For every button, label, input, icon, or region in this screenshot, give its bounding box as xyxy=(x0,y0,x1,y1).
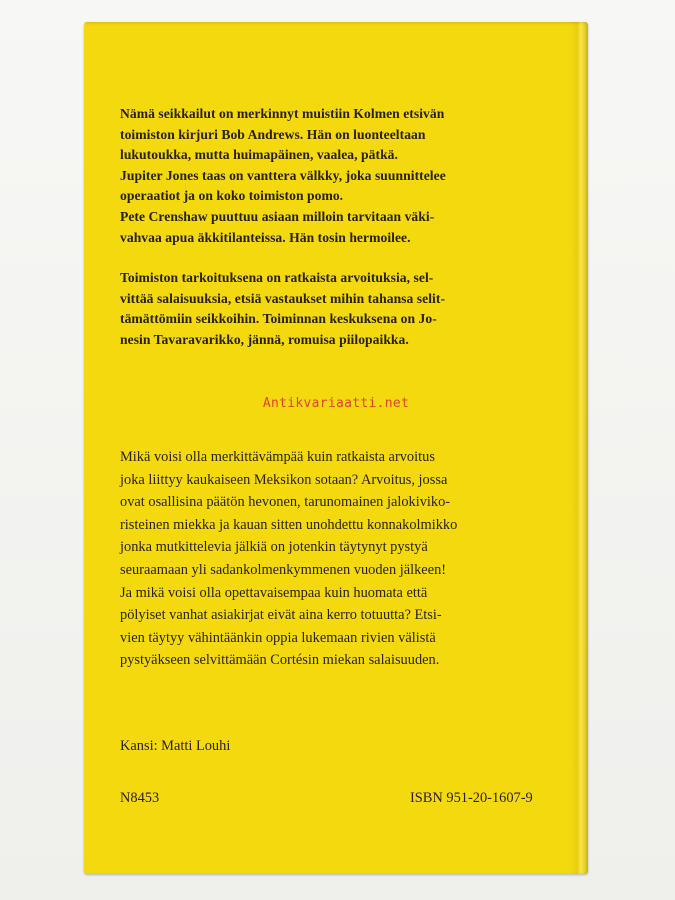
text-line: Toimiston tarkoituksena on ratkaista arvoituksia, sel- xyxy=(120,270,434,286)
text-line: nesin Tavaravarikko, jännä, romuisa piilopaikka. xyxy=(120,331,409,347)
text-line: risteinen miekka ja kauan sitten unohdettu konnakolmikko xyxy=(120,516,458,533)
text-line: pystyäkseen selvittämään Cortésin miekan salaisuuden. xyxy=(120,652,440,669)
product-code: N8453 xyxy=(120,790,160,806)
cover-spine-edge xyxy=(570,22,588,874)
text-line: ovat osallisina päätön hevonen, tarunomainen jalokiviko- xyxy=(120,494,451,511)
text-line: jonka mutkittelevia jälkiä on jotenkin täytynyt pystyä xyxy=(120,539,428,556)
text-line: joka liittyy kaukaiseen Meksikon sotaan? Arvoitus, jossa xyxy=(120,471,448,488)
text-line: seuraamaan yli sadankolmenkymmenen vuoden jälkeen! xyxy=(120,561,447,578)
text-line: Nämä seikkailut on merkinnyt muistiin Kolmen etsivän xyxy=(120,106,445,121)
text-line: vien täytyy vähintäänkin oppia lukemaan rivien välistä xyxy=(120,629,436,646)
text-line: toimiston kirjuri Bob Andrews. Hän on luonteeltaan xyxy=(120,126,426,142)
text-line: Mikä voisi olla merkittävämpää kuin ratkaista arvoitus xyxy=(120,449,435,465)
text-line: Ja mikä voisi olla opettavaisempaa kuin huomata että xyxy=(120,584,428,601)
text-line: tämättömiin seikkoihin. Toiminnan keskuksena on Jo- xyxy=(120,311,437,327)
intro-text-block xyxy=(120,104,560,351)
intro-paragraph-characters xyxy=(120,104,560,248)
text-line: pölyiset vanhat asiakirjat eivät aina kerro totuutta? Etsi- xyxy=(120,607,442,624)
cover-top-edge xyxy=(84,22,588,26)
text-line: vahvaa apua äkkitilanteissa. Hän tosin hermoilee. xyxy=(120,229,411,245)
text-line: vittää salaisuuksia, etsiä vastaukset mihin tahansa selit- xyxy=(120,290,446,306)
isbn-number: ISBN 951-20-1607-9 xyxy=(410,790,533,806)
watermark-text: Antikvariaatti.net xyxy=(262,396,410,411)
text-line: Jupiter Jones taas on vanttera välkky, joka suunnittelee xyxy=(120,167,446,183)
text-line: lukutoukka, mutta huimapäinen, vaalea, pätkä. xyxy=(120,147,398,163)
text-line: Pete Crenshaw puuttuu asiaan milloin tarvitaan väki- xyxy=(120,208,435,224)
intro-paragraph-agency xyxy=(120,268,560,350)
text-line: operaatiot ja on koko toimiston pomo. xyxy=(120,188,344,204)
book-back-cover xyxy=(84,22,588,874)
paragraph-gap xyxy=(120,248,560,268)
cover-artist-credit: Kansi: Matti Louhi xyxy=(120,738,231,754)
synopsis-text-block xyxy=(120,446,570,672)
